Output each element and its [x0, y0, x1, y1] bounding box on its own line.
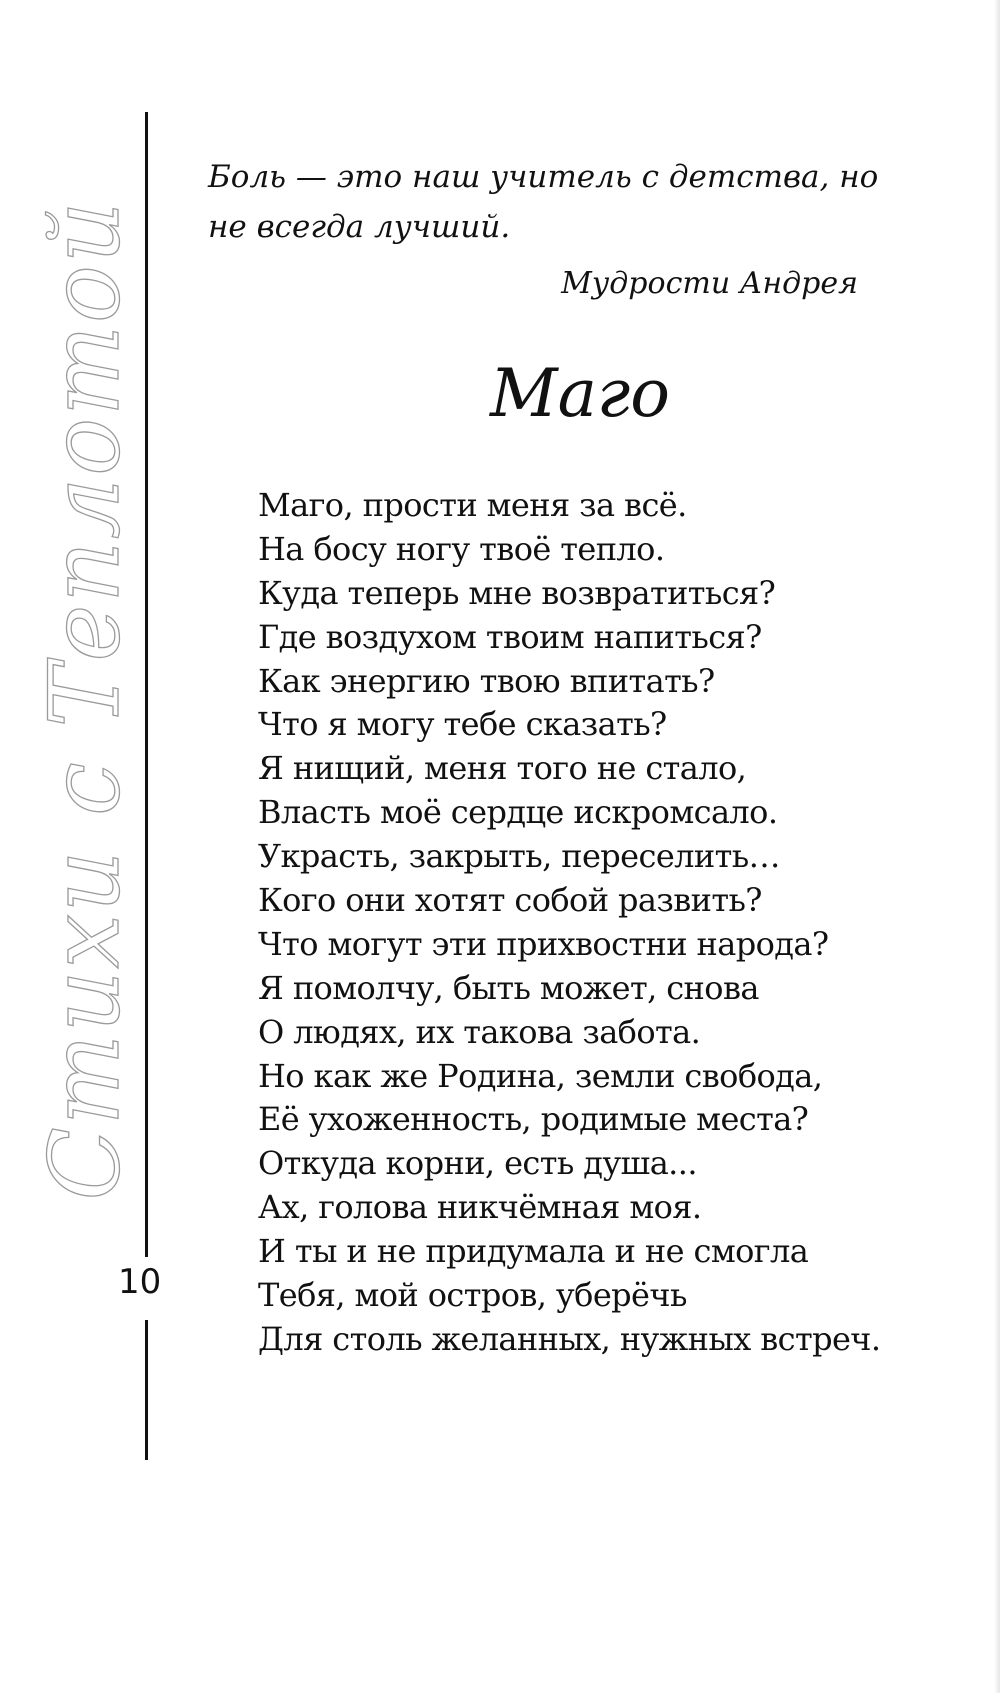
vertical-rule-top [145, 112, 148, 1257]
poem-line: Что могут эти прихвостни народа? [258, 924, 829, 963]
poem-line: Ах, голова никчёмная моя. [258, 1188, 702, 1227]
poem-line: Маго, прости меня за всё. [258, 486, 687, 524]
poem-line: Я помолчу, быть может, снова [258, 968, 759, 1007]
poem-body [258, 484, 898, 1362]
poem-line: Тебя, мой остров, уберёчь [258, 1276, 687, 1315]
poem-line: Для столь желанных, нужных встреч. [258, 1319, 881, 1358]
poem-title: Маго [489, 355, 671, 432]
page-number: 10 [118, 1262, 162, 1302]
poem-line: Власть моё сердце искромсало. [258, 793, 778, 832]
poem-line: Её ухоженность, родимые места? [258, 1100, 809, 1139]
epigraph-author: Мудрости Андрея [561, 266, 858, 301]
running-header: Стихи с Теплотой [29, 199, 141, 1201]
poem-line: Как энергию твою впитать? [258, 661, 715, 700]
poem-line: Куда теперь мне возвратиться? [258, 573, 776, 612]
poem-line: Но как же Родина, земли свобода, [258, 1056, 823, 1095]
poem-line: Откуда корни, есть душа... [258, 1144, 697, 1183]
poem-line: И ты и не придумала и не смогла [258, 1232, 809, 1271]
epigraph-text: Боль — это наш учитель с детства, но не всегда лучший. [208, 159, 879, 245]
poem-line: О людях, их такова забота. [258, 1012, 701, 1051]
vertical-rule-bottom [145, 1320, 148, 1460]
poem-line: Что я могу тебе сказать? [258, 705, 667, 744]
scan-edge-shadow [994, 0, 1000, 1693]
poem-line: Я нищий, меня того не стало, [258, 749, 747, 788]
poem-line: Где воздухом твоим напиться? [258, 617, 762, 656]
poem-line: На босу ногу твоё тепло. [258, 529, 665, 568]
poem-line: Кого они хотят собой развить? [258, 881, 762, 920]
poem-line: Украсть, закрыть, переселить… [258, 837, 780, 876]
